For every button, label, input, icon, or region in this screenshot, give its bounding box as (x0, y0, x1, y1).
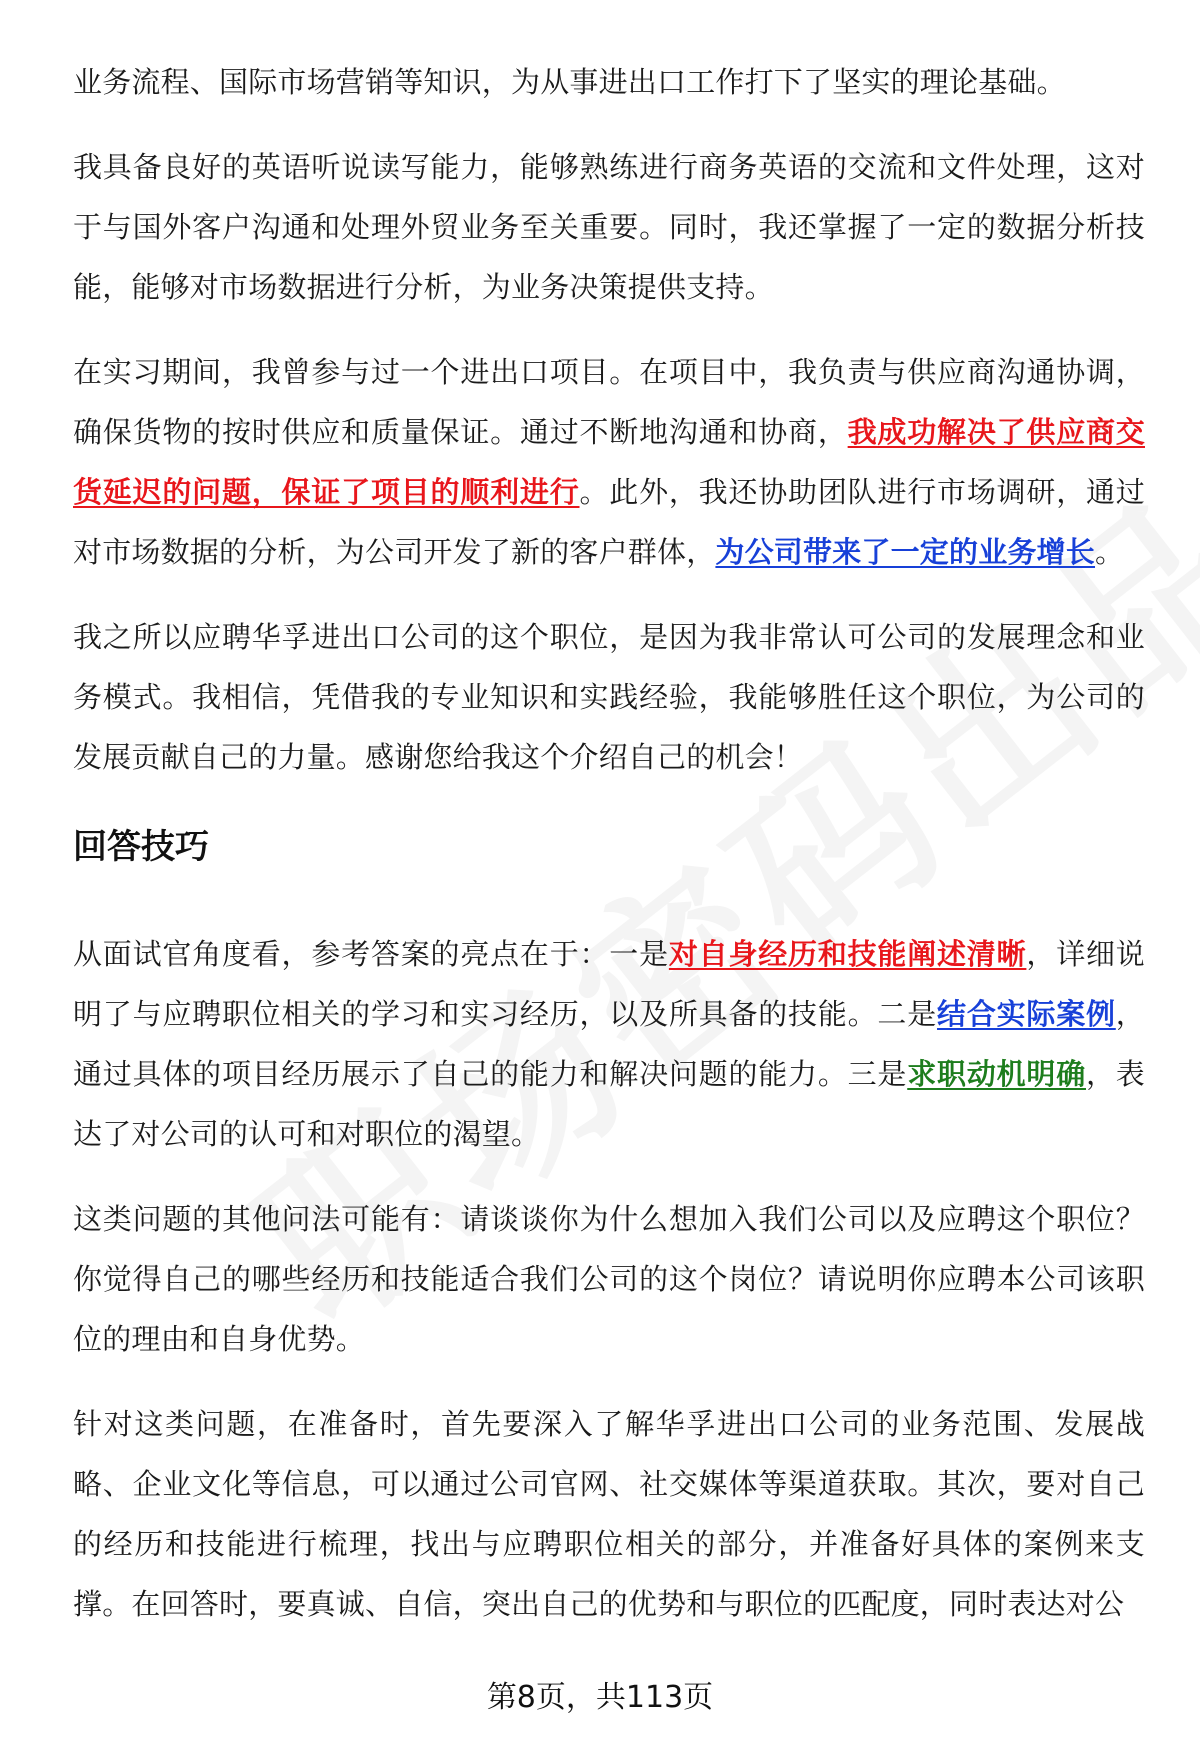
paragraph-highlights (73, 924, 1145, 1164)
highlights-text-4: ，表达了对公司的认可和对职位的渴望。 (73, 1057, 1145, 1151)
paragraph-alternative-questions: 这类问题的其他问法可能有：请谈谈你为什么想加入我们公司以及应聘这个职位？你觉得自己的哪些经历和技能适合我们公司的这个岗位？请说明你应聘本公司该职位的理由和自身优势。 (73, 1202, 1145, 1356)
highlights-text-1: 从面试官角度看，参考答案的亮点在于：一是 (73, 937, 669, 971)
internship-text-1: 在实习期间，我曾参与过一个进出口项目。在项目中，我负责与供应商沟通协调，确保货物的按时供应和质量保证。通过不断地沟通和协商， (73, 355, 1145, 449)
highlights-text-2: ，详细说明了与应聘职位相关的学习和实习经历，以及所具备的技能。二是 (73, 937, 1145, 1031)
section-heading: 回答技巧 (73, 827, 209, 867)
paragraph-preparation: 针对这类问题，在准备时，首先要深入了解华孚进出口公司的业务范围、发展战略、企业文化等信息，可以通过公司官网、社交媒体等渠道获取。其次，要对自己的经历和技能进行梳理，找出与应聘职位相关的部分，并准备好具体的案例来支撑。在回答时，要真诚、自信，突出自己的优势和与职位的匹配度，同时表达对公 (73, 1407, 1145, 1621)
internship-text-2: 。此外，我还协助团队进行市场调研，通过对市场数据的分析，为公司开发了新的客户群体， (73, 475, 1145, 569)
document-page (73, 52, 1145, 1659)
paragraph-skills: 我具备良好的英语听说读写能力，能够熟练进行商务英语的交流和文件处理，这对于与国外客户沟通和处理外贸业务至关重要。同时，我还掌握了一定的数据分析技能，能够对市场数据进行分析，为业务决策提供支持。 (73, 150, 1145, 304)
highlight-business-growth: 为公司带来了一定的业务增长 (715, 535, 1096, 569)
paragraph-motivation: 我之所以应聘华孚进出口公司的这个职位，是因为我非常认可公司的发展理念和业务模式。我相信，凭借我的专业知识和实践经验，我能够胜任这个职位，为公司的发展贡献自己的力量。感谢您给我这个介绍自己的机会！ (73, 620, 1145, 774)
highlights-text-3: ，通过具体的项目经历展示了自己的能力和解决问题的能力。三是 (73, 997, 1145, 1091)
page-number: 第8页，共113页 (486, 1680, 714, 1715)
paragraph-internship (73, 342, 1145, 582)
highlight-clear-motivation: 求职动机明确 (907, 1057, 1086, 1091)
highlight-supplier-delay: 我成功解决了供应商交货延迟的问题，保证了项目的顺利进行 (73, 415, 1145, 509)
highlight-clear-experience: 对自身经历和技能阐述清晰 (668, 937, 1027, 971)
internship-text-3: 。 (1095, 535, 1125, 569)
highlight-real-cases: 结合实际案例 (937, 997, 1116, 1031)
paragraph-education: 业务流程、国际市场营销等知识，为从事进出口工作打下了坚实的理论基础。 (73, 65, 1066, 99)
